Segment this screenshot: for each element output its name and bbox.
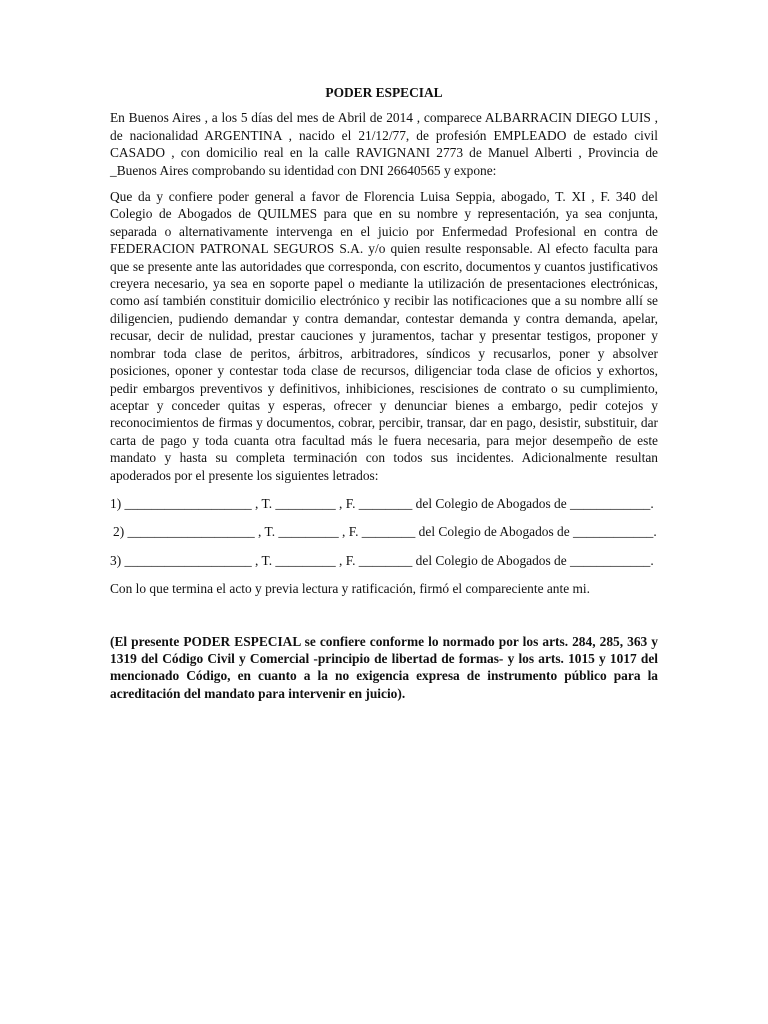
appearance-paragraph: En Buenos Aires , a los 5 días del mes de Abril de 2014 , comparece ALBARRACIN DIEGO LUIS , de nacionalidad ARGENTINA , nacido el 21/12/77, de profesión EMPLEADO de estado civil CASADO , con domicilio real en la calle RAVIGNANI 2773 de Manuel Alberti , Provincia de _Buenos Aires comprobando su identidad con DNI 26640565 y expone:: [110, 110, 658, 178]
lawyer-line-3: 3) ___________________ , T. _________ , F. ________ del Colegio de Abogados de ____________.: [110, 552, 654, 568]
power-grant-paragraph: Que da y confiere poder general a favor de Florencia Luisa Seppia, abogado, T. XI , F. 340 del Colegio de Abogados de QUILMES para que en su nombre y representación, ya sea conjunta, separada o alternativamente intervenga en el juicio por Enfermedad Profesional en contra de FEDERACION PATRONAL SEGUROS S.A. y/o quien resulte responsable. Al efecto faculta para que se presente ante las autoridades que corresponda, con escrito, documentos y cuantos justificativos creyera necesario, ya sea en soporte papel o mediante la utilización de presentaciones electrónicas, como así también constituir domicilio electrónico y recibir las notificaciones que a su nombre allí se diligencien, pudiendo demandar y contra demandar, contestar demanda y contra demanda, apelar, recusar, decir de nulidad, prestar cauciones y juramentos, tachar y presentar testigos, proponer y nombrar toda clase de peritos, árbitros, arbitradores, síndicos y recusarlos, poner y absolver posiciones, oponer y contestar toda clase de recursos, diligenciar toda clase de oficios y exhortos, pedir embargos preventivos y definitivos, inhibiciones, rescisiones de contrato o su cumplimiento, aceptar y conceder quitas y esperas, ofrecer y denunciar bienes a embargo, pedir cotejos y reconocimientos de firmas y documentos, cobrar, percibir, transar, dar en pago, desistir, substituir, dar carta de pago y toda cuanta otra facultad más le fuera necesaria, para mejor desempeño de este mandato y hasta su completa terminación con todos sus incidentes. Adicionalmente resultan apoderados por el presente los siguientes letrados:: [110, 189, 658, 483]
lawyer-line-2: 2) ___________________ , T. _________ , F. ________ del Colegio de Abogados de ____________.: [113, 524, 657, 540]
document-title: PODER ESPECIAL: [325, 85, 443, 100]
legal-note: (El presente PODER ESPECIAL se confiere conforme lo normado por los arts. 284, 285, 363 y 1319 del Código Civil y Comercial -principio de libertad de formas- y los arts. 1015 y 1017 del mencionado Código, en cuanto a la no exigencia expresa de instrumento público para la acreditación del mandato para intervenir en juicio).: [110, 633, 658, 701]
document-page: [110, 84, 658, 702]
closing-paragraph: Con lo que termina el acto y previa lectura y ratificación, firmó el compareciente ante mi.: [110, 581, 590, 597]
lawyer-line-1: 1) ___________________ , T. _________ , F. ________ del Colegio de Abogados de ____________.: [110, 495, 654, 511]
